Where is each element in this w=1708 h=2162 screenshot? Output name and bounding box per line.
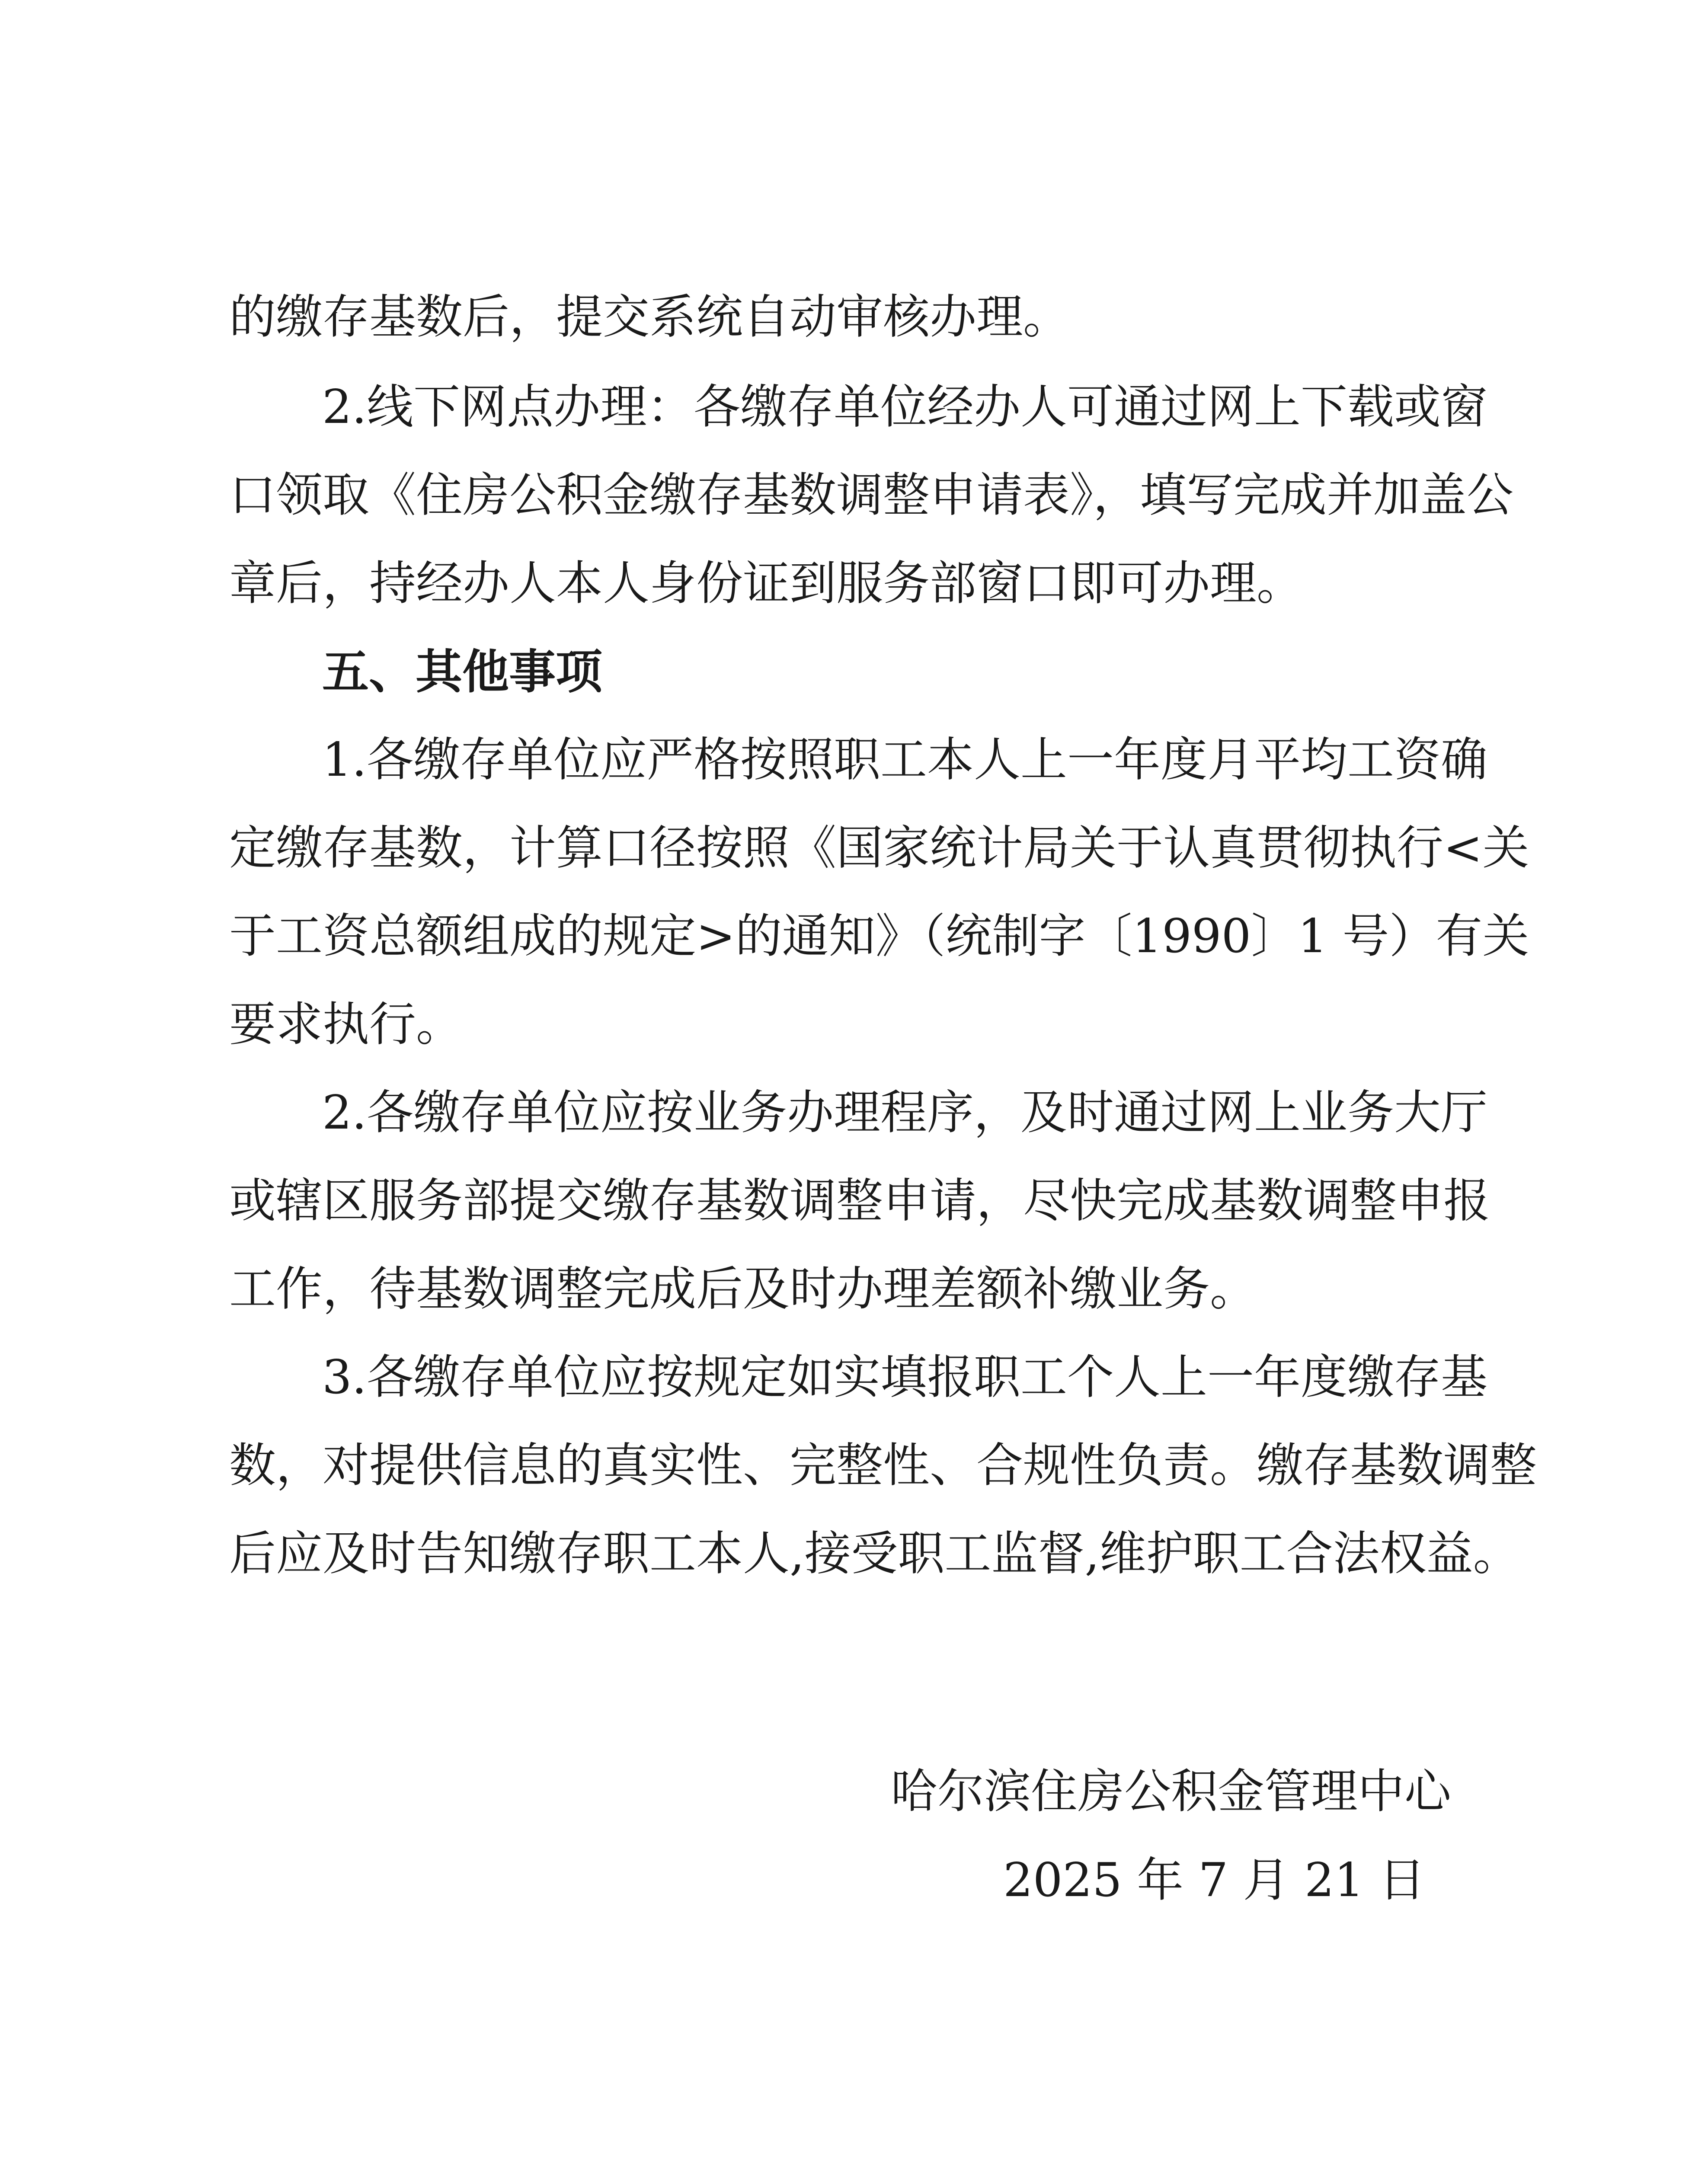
body-line-13: 3.各缴存单位应按规定如实填报职工个人上一年度缴存基 [322,1350,1488,1404]
body-line-3: 口领取《住房公积金缴存基数调整申请表》，填写完成并加盖公 [229,468,1514,522]
body-line-8: 于工资总额组成的规定>的通知》（统制字〔1990〕1 号）有关 [229,909,1529,963]
signature-organization: 哈尔滨住房公积金管理中心 [891,1765,1452,1819]
body-line-9: 要求执行。 [229,998,463,1052]
body-line-7: 定缴存基数，计算口径按照《国家统计局关于认真贯彻执行<关 [229,821,1529,875]
body-line-11: 或辖区服务部提交缴存基数调整申请，尽快完成基数调整申报 [229,1174,1491,1228]
section-heading: 五、其他事项 [322,645,603,699]
body-line-15: 后应及时告知缴存职工本人,接受职工监督,维护职工合法权益。 [229,1527,1520,1581]
body-line-4: 章后，持经办人本人身份证到服务部窗口即可办理。 [229,556,1304,611]
signature-date: 2025 年 7 月 21 日 [1003,1853,1426,1907]
body-line-10: 2.各缴存单位应按业务办理程序，及时通过网上业务大厅 [322,1086,1488,1140]
body-line-6: 1.各缴存单位应严格按照职工本人上一年度月平均工资确 [322,733,1488,787]
body-line-14: 数，对提供信息的真实性、完整性、合规性负责。缴存基数调整 [229,1439,1537,1493]
body-line-12: 工作，待基数调整完成后及时办理差额补缴业务。 [229,1262,1257,1316]
body-line-2: 2.线下网点办理：各缴存单位经办人可通过网上下载或窗 [322,380,1488,434]
body-line-1: 的缴存基数后，提交系统自动审核办理。 [229,290,1070,344]
